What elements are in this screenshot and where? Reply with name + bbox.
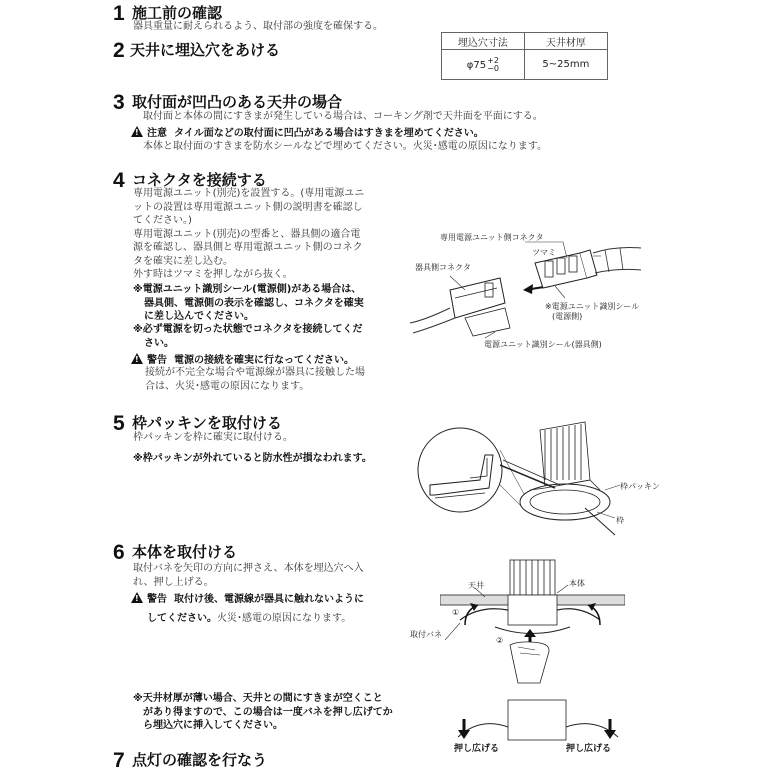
step-6-line: れ、押し上げる。 xyxy=(133,576,214,588)
step-4-line: 外す時はツマミを押しながら抜く。 xyxy=(133,269,293,280)
step-number-3: 3 xyxy=(113,91,125,114)
hole-tolerance-plus: +2 xyxy=(487,55,499,65)
label-push-left: 押し広げる xyxy=(454,744,500,754)
step-number-4: 4 xyxy=(113,169,125,192)
warning-text: 取付け後、電源線が器具に触れないように xyxy=(173,594,364,605)
label-step-2: ② xyxy=(496,636,504,645)
hole-spec-table xyxy=(441,32,608,80)
step-6-line: 取付バネを矢印の方向に押さえ、本体を埋込穴へ入 xyxy=(133,563,364,574)
warning-detail: 火災･感電の原因になります。 xyxy=(217,613,352,624)
step-6-title: 本体を取付ける xyxy=(132,543,238,561)
step-2-title: 天井に埋込穴をあける xyxy=(130,41,281,59)
step-3-caution xyxy=(131,126,484,141)
label-psu-connector: 専用電源ユニット側コネクタ xyxy=(440,233,544,242)
spec-thickness-value: 5~25mm xyxy=(524,50,607,80)
label-knob: ツマミ xyxy=(532,248,556,257)
install-diagram xyxy=(440,555,625,685)
spec-header-thickness: 天井材厚 xyxy=(524,33,607,50)
step-6-desc xyxy=(133,562,364,589)
warning-text-2: してください。 xyxy=(147,613,217,624)
step-number-7: 7 xyxy=(113,749,125,772)
step-number-1: 1 xyxy=(113,2,125,25)
label-frame-packing: 枠パッキン xyxy=(620,482,660,491)
label-step-1: ① xyxy=(452,608,460,617)
step-4-instructions xyxy=(133,187,364,282)
packing-diagram xyxy=(415,410,665,540)
step-5-note: ※枠パッキンが外れていると防水性が損なわれます。 xyxy=(133,453,372,464)
warning-icon xyxy=(131,592,143,603)
label-psu-id-seal-sub: (電源側) xyxy=(552,312,583,321)
note-line: に差し込んでください。 xyxy=(144,311,254,322)
caution-label: 注意 xyxy=(147,128,167,139)
caution-detail: 本体と取付面のすきまを防水シールなどで埋めてください。火災･感電の原因になります。 xyxy=(143,141,547,152)
step-4-line: てください。) xyxy=(133,215,192,226)
note-line: 器具側、電源側の表示を確認し、コネクタを確実 xyxy=(144,297,364,309)
step-6-warning xyxy=(131,592,364,607)
step-number-6: 6 xyxy=(113,541,125,564)
label-ceiling: 天井 xyxy=(468,581,484,590)
step-5-desc: 枠パッキンを枠に確実に取付ける。 xyxy=(133,432,293,443)
label-body: 本体 xyxy=(569,579,585,588)
note-line: があり得ますので、この場合は一度バネを押し広げてか xyxy=(143,706,393,718)
connector-diagram xyxy=(405,228,645,353)
note-line: ※天井材厚が薄い場合、天井との間にすきまが空くこと xyxy=(133,693,383,704)
label-push-right: 押し広げる xyxy=(566,744,612,754)
step-4-note-2 xyxy=(133,323,363,350)
step-1-title: 施工前の確認 xyxy=(132,4,223,22)
warning-label: 警告 xyxy=(147,355,167,366)
step-4-line: ットの設置は専用電源ユニット側の説明書を確認し xyxy=(133,201,363,213)
step-4-line: 専用電源ユニット(別売)の型番と、器具側の適合電 xyxy=(133,228,361,240)
step-1-desc: 器具重量に耐えられるよう、取付部の強度を確保する。 xyxy=(133,21,383,32)
step-6-warning-detail xyxy=(147,606,351,626)
note-line: ※必ず電源を切った状態でコネクタを接続してくだ xyxy=(133,324,363,335)
note-line: ら埋込穴に挿入してください。 xyxy=(143,720,283,731)
spread-diagram xyxy=(450,697,625,747)
warning-label: 警告 xyxy=(147,594,167,605)
hole-tolerance-minus: −0 xyxy=(487,63,499,73)
note-line: さい。 xyxy=(144,337,174,349)
step-4-line: 源を確認し、器具側と専用電源ユニット側のコネク xyxy=(133,242,363,253)
warning-icon xyxy=(131,353,143,364)
step-4-title: コネクタを接続する xyxy=(132,171,267,189)
step-4-note-1 xyxy=(133,283,364,324)
label-fixture-connector: 器具側コネクタ xyxy=(415,263,471,272)
step-4-line: 専用電源ユニット(別売)を設置する。(専用電源ユニ xyxy=(133,188,365,199)
note-line: ※電源ユニット識別シール(電源側)がある場合は、 xyxy=(133,284,362,295)
step-4-line: タを確実に差し込む。 xyxy=(133,255,233,267)
caution-icon xyxy=(131,126,143,137)
step-4-warning-detail xyxy=(145,366,365,393)
step-6-note xyxy=(133,692,393,733)
caution-text: タイル面などの取付面に凹凸がある場合はすきまを埋めてください。 xyxy=(173,128,484,139)
label-spring: 取付バネ xyxy=(410,630,442,639)
step-number-5: 5 xyxy=(113,412,125,435)
step-3-title: 取付面が凹凸のある天井の場合 xyxy=(132,93,343,111)
step-7-title: 点灯の確認を行なう xyxy=(132,751,268,769)
warning-text: 電源の接続を確実に行なってください。 xyxy=(173,355,354,366)
step-number-2: 2 xyxy=(113,39,125,62)
step-3-desc: 取付面と本体の間にすきまが発生している場合は、コーキング剤で天井面を平面にする。 xyxy=(143,111,543,122)
spec-hole-value xyxy=(442,50,525,80)
warning-detail-line: 接続が不完全な場合や電源線が器具に接触した場 xyxy=(145,367,365,378)
label-psu-id-seal: ※電源ユニット識別シール xyxy=(545,302,640,311)
hole-diameter: φ75 xyxy=(466,59,487,71)
step-5-title: 枠パッキンを取付ける xyxy=(132,414,282,432)
spec-header-hole: 埋込穴寸法 xyxy=(442,33,525,50)
warning-detail-line: 合は、火災･感電の原因になります。 xyxy=(145,380,310,392)
label-frame: 枠 xyxy=(616,516,624,525)
label-fixture-id-seal: 電源ユニット識別シール(器具側) xyxy=(484,340,602,349)
